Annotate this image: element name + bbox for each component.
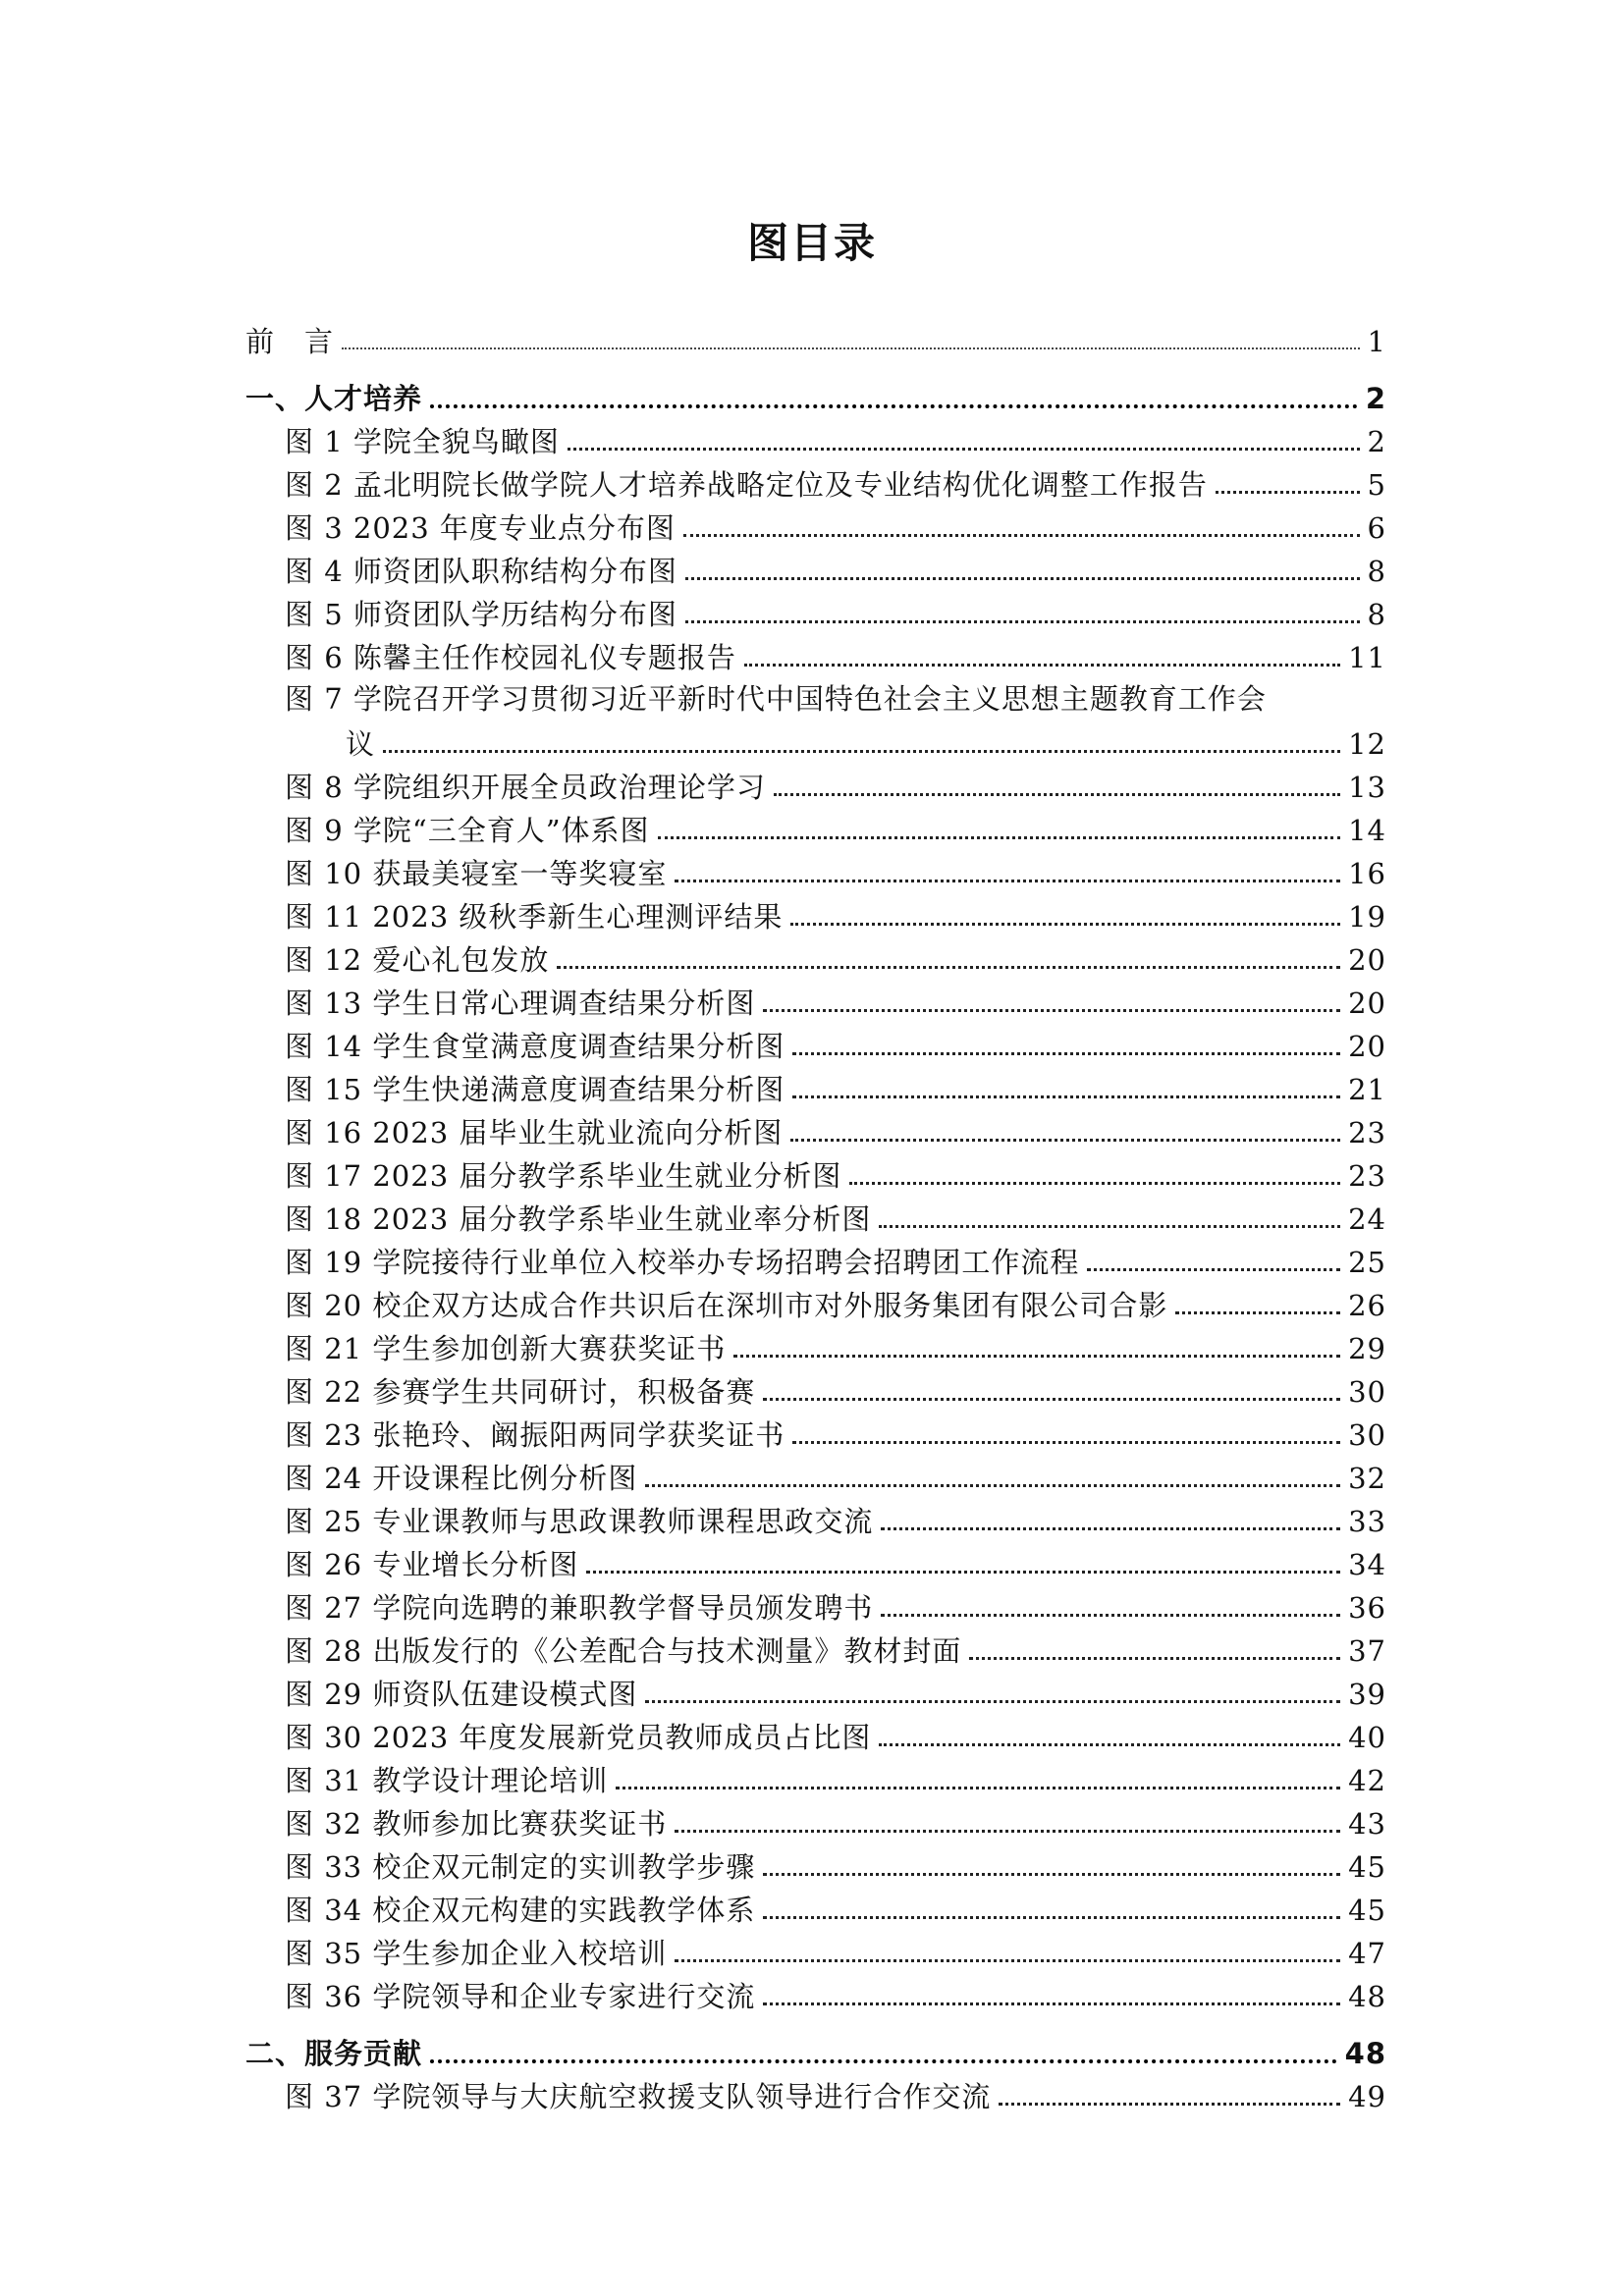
toc-entry-figure[interactable] (245, 1671, 1386, 1714)
toc-entry-figure[interactable] (245, 1196, 1386, 1239)
entry-page: 21 (1348, 1073, 1386, 1106)
toc-entry-preface[interactable] (245, 294, 1386, 361)
dot-leader (383, 750, 1340, 753)
dot-leader (430, 404, 1358, 408)
entry-label: 图 16 2023 届毕业生就业流向分析图 (285, 1116, 784, 1149)
entry-label: 图 1 学院全貌鸟瞰图 (285, 425, 560, 458)
entry-label: 图 6 陈馨主任作校园礼仪专题报告 (285, 641, 736, 674)
entry-label: 图 4 师资团队职称结构分布图 (285, 555, 677, 588)
dot-leader (1175, 1311, 1340, 1314)
dot-leader (849, 1182, 1340, 1185)
entry-page: 20 (1348, 943, 1386, 977)
entry-label: 图 21 学生参加创新大赛获奖证书 (285, 1332, 727, 1365)
toc-entry-figure[interactable] (245, 505, 1386, 548)
entry-label: 图 2 孟北明院长做学院人才培养战略定位及专业结构优化调整工作报告 (285, 468, 1208, 502)
entry-label: 图 33 校企双元制定的实训教学步骤 (285, 1850, 756, 1884)
toc-entry-figure[interactable] (245, 1239, 1386, 1282)
toc-entry-figure[interactable] (245, 850, 1386, 893)
toc-section-1[interactable] (245, 361, 1386, 418)
toc-entry-figure[interactable] (245, 1412, 1386, 1455)
entry-page: 16 (1348, 857, 1386, 890)
toc-entry-figure-7-line2[interactable] (245, 721, 1386, 764)
dot-leader (342, 347, 1360, 349)
dot-leader (792, 1441, 1340, 1444)
dot-leader (792, 1095, 1340, 1098)
entry-label: 图 17 2023 届分教学系毕业生就业分析图 (285, 1159, 842, 1193)
entry-label: 前 言 (245, 325, 335, 358)
toc-entry-figure[interactable] (245, 461, 1386, 505)
toc-entry-figure[interactable] (245, 1066, 1386, 1109)
dot-leader (685, 577, 1360, 580)
toc-entry-figure[interactable] (245, 1282, 1386, 1325)
entry-page: 20 (1348, 987, 1386, 1020)
dot-leader (763, 1398, 1340, 1401)
toc-entry-figure[interactable] (245, 634, 1386, 677)
toc-entry-figure[interactable] (245, 1023, 1386, 1066)
dot-leader (744, 664, 1340, 667)
toc (245, 294, 1386, 2116)
entry-page: 24 (1348, 1202, 1386, 1236)
dot-leader (616, 1787, 1340, 1789)
dot-leader (645, 1700, 1340, 1703)
entry-page: 13 (1348, 771, 1386, 804)
entry-page: 5 (1367, 468, 1386, 502)
toc-entry-figure[interactable] (245, 418, 1386, 461)
entry-page: 20 (1348, 1030, 1386, 1063)
dot-leader (645, 1484, 1340, 1487)
entry-label: 图 19 学院接待行业单位入校举办专场招聘会招聘团工作流程 (285, 1246, 1080, 1279)
entry-page: 26 (1348, 1289, 1386, 1322)
entry-page: 49 (1348, 2080, 1386, 2113)
dot-leader (586, 1571, 1340, 1574)
entry-page: 30 (1348, 1418, 1386, 1452)
entry-label: 图 13 学生日常心理调查结果分析图 (285, 987, 756, 1020)
dot-leader (430, 2059, 1337, 2063)
toc-entry-figure[interactable] (245, 1455, 1386, 1498)
entry-label: 图 34 校企双元构建的实践教学体系 (285, 1894, 756, 1927)
toc-entry-figure[interactable] (245, 1152, 1386, 1196)
entry-page: 40 (1348, 1721, 1386, 1754)
entry-label: 图 31 教学设计理论培训 (285, 1764, 609, 1797)
toc-entry-figure[interactable] (245, 807, 1386, 850)
entry-page: 29 (1348, 1332, 1386, 1365)
dot-leader (683, 534, 1360, 537)
entry-label: 议 (346, 727, 376, 761)
entry-label: 图 3 2023 年度专业点分布图 (285, 511, 676, 545)
dot-leader (675, 1830, 1340, 1833)
dot-leader (763, 1009, 1340, 1012)
toc-entry-figure[interactable] (245, 2073, 1386, 2116)
entry-page: 34 (1348, 1548, 1386, 1581)
entry-label: 图 12 爱心礼包发放 (285, 943, 550, 977)
entry-page: 2 (1367, 425, 1386, 458)
dot-leader (969, 1657, 1340, 1660)
figure-list-2 (245, 764, 1386, 2016)
entry-page: 47 (1348, 1937, 1386, 1970)
entry-label: 图 8 学院组织开展全员政治理论学习 (285, 771, 766, 804)
dot-leader (685, 620, 1360, 623)
entry-page: 8 (1367, 598, 1386, 631)
toc-entry-figure[interactable] (245, 1628, 1386, 1671)
toc-entry-figure[interactable] (245, 1973, 1386, 2016)
entry-page: 43 (1348, 1807, 1386, 1841)
dot-leader (792, 1052, 1340, 1055)
entry-page: 25 (1348, 1246, 1386, 1279)
entry-page: 11 (1348, 641, 1386, 674)
entry-label: 图 23 张艳玲、阚振阳两同学获奖证书 (285, 1418, 785, 1452)
toc-entry-figure[interactable] (245, 1843, 1386, 1887)
toc-entry-figure[interactable] (245, 1498, 1386, 1541)
toc-entry-figure[interactable] (245, 1368, 1386, 1412)
toc-section-2[interactable] (245, 2016, 1386, 2073)
entry-label: 图 22 参赛学生共同研讨，积极备赛 (285, 1375, 756, 1409)
entry-label: 图 10 获最美寝室一等奖寝室 (285, 857, 668, 890)
dot-leader (1216, 491, 1360, 494)
entry-label: 图 14 学生食堂满意度调查结果分析图 (285, 1030, 785, 1063)
toc-entry-figure[interactable] (245, 1541, 1386, 1584)
dot-leader (1087, 1268, 1340, 1271)
dot-leader (675, 880, 1340, 882)
entry-label: 图 26 专业增长分析图 (285, 1548, 579, 1581)
entry-page: 39 (1348, 1678, 1386, 1711)
entry-label: 图 24 开设课程比例分析图 (285, 1462, 638, 1495)
entry-label: 图 15 学生快递满意度调查结果分析图 (285, 1073, 785, 1106)
entry-label: 图 29 师资队伍建设模式图 (285, 1678, 638, 1711)
entry-label: 图 37 学院领导与大庆航空救援支队领导进行合作交流 (285, 2080, 992, 2113)
toc-entry-figure[interactable] (245, 1887, 1386, 1930)
section-label: 一、人才培养 (245, 382, 423, 415)
entry-label: 图 35 学生参加企业入校培训 (285, 1937, 668, 1970)
section-page: 2 (1365, 382, 1386, 415)
entry-page: 14 (1348, 814, 1386, 847)
entry-label: 图 9 学院“三全育人”体系图 (285, 814, 650, 847)
entry-label: 图 32 教师参加比赛获奖证书 (285, 1807, 668, 1841)
figure-list-1 (245, 418, 1386, 677)
dot-leader (774, 793, 1340, 796)
toc-entry-figure[interactable] (245, 1325, 1386, 1368)
toc-entry-figure[interactable] (245, 936, 1386, 980)
dot-leader (557, 966, 1340, 969)
toc-entry-figure[interactable] (245, 1757, 1386, 1800)
entry-page: 37 (1348, 1634, 1386, 1668)
entry-page: 45 (1348, 1894, 1386, 1927)
entry-label: 图 18 2023 届分教学系毕业生就业率分析图 (285, 1202, 872, 1236)
dot-leader (790, 1139, 1340, 1142)
toc-entry-figure[interactable] (245, 1584, 1386, 1628)
entry-label: 图 25 专业课教师与思政课教师课程思政交流 (285, 1505, 874, 1538)
entry-page: 45 (1348, 1850, 1386, 1884)
entry-page: 12 (1348, 727, 1386, 761)
section-label: 二、服务贡献 (245, 2037, 423, 2070)
entry-page: 32 (1348, 1462, 1386, 1495)
dot-leader (763, 2002, 1340, 2005)
dot-leader (999, 2103, 1340, 2106)
dot-leader (763, 1873, 1340, 1876)
entry-page: 42 (1348, 1764, 1386, 1797)
entry-label: 图 27 学院向选聘的兼职教学督导员颁发聘书 (285, 1591, 874, 1625)
entry-label: 图 5 师资团队学历结构分布图 (285, 598, 677, 631)
section-page: 48 (1344, 2037, 1386, 2070)
dot-leader (790, 923, 1340, 926)
toc-entry-figure[interactable] (245, 591, 1386, 634)
entry-label: 图 28 出版发行的《公差配合与技术测量》教材封面 (285, 1634, 962, 1668)
dot-leader (879, 1225, 1340, 1228)
entry-page: 8 (1367, 555, 1386, 588)
dot-leader (881, 1527, 1340, 1530)
entry-label: 图 36 学院领导和企业专家进行交流 (285, 1980, 756, 2013)
entry-page: 36 (1348, 1591, 1386, 1625)
dot-leader (658, 836, 1341, 839)
dot-leader (881, 1614, 1340, 1617)
toc-entry-figure[interactable] (245, 548, 1386, 591)
entry-page: 48 (1348, 1980, 1386, 2013)
entry-page: 19 (1348, 900, 1386, 934)
figure-list-3 (245, 2073, 1386, 2116)
entry-label: 图 20 校企双方达成合作共识后在深圳市对外服务集团有限公司合影 (285, 1289, 1168, 1322)
dot-leader (763, 1916, 1340, 1919)
toc-entry-figure[interactable] (245, 1109, 1386, 1152)
entry-page: 1 (1367, 325, 1386, 358)
entry-label: 图 11 2023 级秋季新生心理测评结果 (285, 900, 784, 934)
entry-page: 23 (1348, 1159, 1386, 1193)
entry-page: 30 (1348, 1375, 1386, 1409)
toc-entry-figure-7-line1[interactable]: 图 7 学院召开学习贯彻习近平新时代中国特色社会主义思想主题教育工作会 (285, 682, 1267, 716)
entry-page: 23 (1348, 1116, 1386, 1149)
toc-entry-figure[interactable] (245, 893, 1386, 936)
entry-label: 图 30 2023 年度发展新党员教师成员占比图 (285, 1721, 872, 1754)
entry-page: 33 (1348, 1505, 1386, 1538)
toc-entry-figure[interactable] (245, 1930, 1386, 1973)
dot-leader (879, 1743, 1340, 1746)
entry-page: 6 (1367, 511, 1386, 545)
toc-entry-figure[interactable] (245, 1714, 1386, 1757)
toc-entry-figure[interactable] (245, 980, 1386, 1023)
page-title: 图目录 (746, 219, 877, 267)
toc-entry-figure[interactable] (245, 1800, 1386, 1843)
toc-entry-figure[interactable] (245, 764, 1386, 807)
dot-leader (733, 1355, 1340, 1358)
dot-leader (675, 1959, 1340, 1962)
dot-leader (568, 448, 1360, 451)
